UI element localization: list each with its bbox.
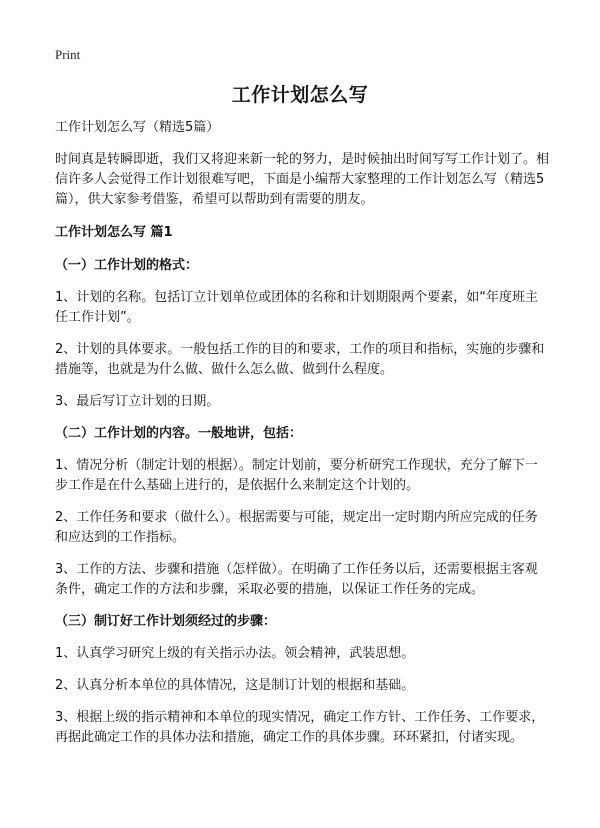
print-label: Print <box>55 47 81 62</box>
content-item-3: 3、工作的方法、步骤和措施（怎样做）。在明确了工作任务以后，还需要根据主客观条件，确定工作的方法和步骤，采取必要的措施，以保证工作任务的完成。 <box>55 562 538 597</box>
article-heading: 工作计划怎么写 篇1 <box>55 225 173 240</box>
format-item-2: 2、计划的具体要求。一般包括工作的目的和要求，工作的项目和指标，实施的步骤和措施等，也就是为什么做、做什么怎么做、做到什么程度。 <box>55 342 545 377</box>
section-heading-steps: （三）制订好工作计划须经过的步骤： <box>55 614 277 629</box>
content-item-1: 1、情况分析（制定计划的根据）。制定计划前，要分析研究工作现状，充分了解下一步工作是在什么基础上进行的，是依据什么来制定这个计划的。 <box>55 458 538 493</box>
steps-item-1: 1、认真学习研究上级的有关指示办法。领会精神，武装思想。 <box>55 646 415 661</box>
format-item-1: 1、计划的名称。包括订立计划单位或团体的名称和计划期限两个要素，如“年度班主任工作计划”。 <box>55 290 539 325</box>
content-item-2: 2、工作任务和要求（做什么）。根据需要与可能，规定出一定时期内所应完成的任务和应达到的工作指标。 <box>55 510 538 545</box>
steps-item-3: 3、根据上级的指示精神和本单位的现实情况，确定工作方针、工作任务、工作要求，再据此确定工作的具体办法和措施，确定工作的具体步骤。环环紧扣，付诸实现。 <box>55 710 545 745</box>
steps-item-2: 2、认真分析本单位的具体情况，这是制订计划的根据和基础。 <box>55 678 415 693</box>
section-heading-format: （一）工作计划的格式： <box>55 258 199 273</box>
format-item-3: 3、最后写订立计划的日期。 <box>55 394 220 409</box>
page-title: 工作计划怎么写 <box>231 84 369 106</box>
section-heading-content: （二）工作计划的内容。一般地讲，包括： <box>55 426 303 441</box>
document-body <box>55 118 550 760</box>
document-subtitle: 工作计划怎么写（精选5篇） <box>55 120 220 135</box>
intro-paragraph: 时间真是转瞬即逝，我们又将迎来新一轮的努力，是时候抽出时间写写工作计划了。相信许多人会觉得工作计划很难写吧，下面是小编帮大家整理的工作计划怎么写（精选5篇），供大家参考借鉴，希望可以帮助到有需要的朋友。 <box>55 152 550 207</box>
